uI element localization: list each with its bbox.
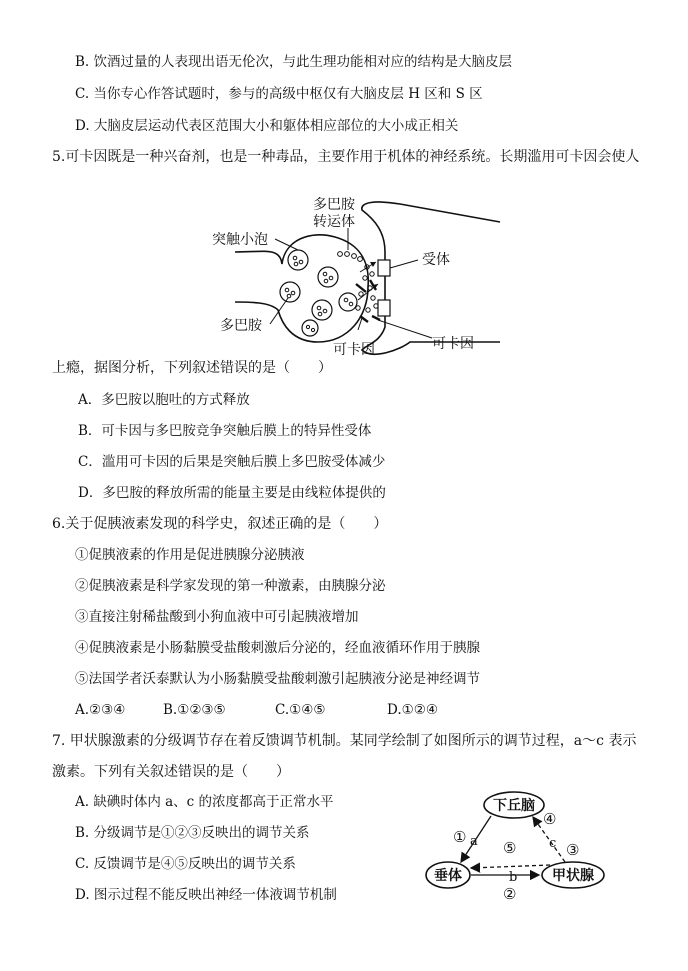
q7-option-c: C. 反馈调节是④⑤反映出的调节关系 bbox=[75, 856, 296, 872]
label-a: a bbox=[470, 834, 478, 849]
hormone-regulation-diagram bbox=[425, 787, 635, 907]
q6-choice-b: B.①②③⑤ bbox=[163, 702, 226, 718]
q4-option-b: B. 饮酒过量的人表现出语无伦次，与此生理功能相对应的结构是大脑皮层 bbox=[75, 54, 513, 70]
label-transporter-1: 多巴胺 bbox=[313, 197, 355, 213]
q6-choice-d: D.①②④ bbox=[387, 702, 438, 718]
synaptic-vesicle bbox=[302, 320, 318, 336]
label-n1: ① bbox=[453, 828, 467, 846]
q5-option-c: C．滥用可卡因的后果是突触后膜上多巴胺受体减少 bbox=[78, 454, 386, 470]
q6-stem: 6.关于促胰液素发现的科学史，叙述正确的是（ ） bbox=[52, 516, 388, 532]
q6-item-4: ④促胰液素是小肠黏膜受盐酸刺激后分泌的，经血液循环作用于胰腺 bbox=[75, 640, 480, 656]
q5-stem-part1: 5.可卡因既是一种兴奋剂，也是一种毒品，主要作用于机体的神经系统。长期滥用可卡因会使人 bbox=[52, 149, 640, 165]
label-pituitary: 垂体 bbox=[434, 868, 462, 884]
q7-option-d: D. 图示过程不能反映出神经一体液调节机制 bbox=[75, 887, 337, 903]
label-n2: ② bbox=[503, 885, 517, 903]
label-dopamine: 多巴胺 bbox=[220, 318, 262, 334]
q4-option-d: D. 大脑皮层运动代表区范围大小和躯体相应部位的大小成正相关 bbox=[75, 118, 459, 134]
q4-option-c: C. 当你专心作答试题时，参与的高级中枢仅有大脑皮层 H 区和 S 区 bbox=[75, 86, 483, 102]
q5-option-a: A．多巴胺以胞吐的方式释放 bbox=[78, 392, 250, 408]
q5-option-d: D．多巴胺的释放所需的能量主要是由线粒体提供的 bbox=[78, 485, 386, 501]
label-b: b bbox=[509, 870, 518, 885]
receptor bbox=[378, 260, 390, 276]
label-n4: ④ bbox=[543, 810, 557, 828]
q7-stem-part2: 激素。下列有关叙述错误的是（ ） bbox=[52, 764, 290, 780]
label-cocaine-left: 可卡因 bbox=[333, 342, 375, 358]
synaptic-vesicle bbox=[318, 267, 338, 287]
postsynaptic-membrane bbox=[362, 202, 500, 354]
synaptic-vesicle bbox=[288, 250, 308, 270]
q5-stem-part2: 上瘾，据图分析，下列叙述错误的是（ ） bbox=[52, 360, 332, 376]
label-thyroid: 甲状腺 bbox=[552, 868, 594, 884]
q6-choice-a: A.②③④ bbox=[75, 702, 126, 718]
synapse-figure bbox=[210, 192, 510, 362]
label-n5: ⑤ bbox=[503, 839, 517, 857]
label-c: c bbox=[549, 836, 557, 851]
synaptic-vesicle bbox=[280, 282, 300, 302]
q7-stem-part1: 7. 甲状腺激素的分级调节存在着反馈调节机制。某同学绘制了如图所示的调节过程，a～c 表示 bbox=[52, 733, 637, 749]
q6-item-3: ③直接注射稀盐酸到小狗血液中可引起胰液增加 bbox=[75, 609, 359, 625]
q6-item-1: ①促胰液素的作用是促进胰腺分泌胰液 bbox=[75, 547, 305, 563]
q7-option-a: A. 缺碘时体内 a、c 的浓度都高于正常水平 bbox=[75, 794, 334, 810]
synaptic-vesicle bbox=[339, 293, 357, 311]
receptor bbox=[378, 300, 390, 316]
label-vesicle: 突触小泡 bbox=[212, 232, 268, 248]
q5-option-b: B．可卡因与多巴胺竞争突触后膜上的特异性受体 bbox=[78, 423, 372, 439]
q6-item-5: ⑤法国学者沃泰默认为小肠黏膜受盐酸刺激引起胰液分泌是神经调节 bbox=[75, 671, 480, 687]
label-receptor: 受体 bbox=[422, 252, 450, 268]
label-cocaine-right: 可卡因 bbox=[432, 336, 474, 352]
label-n3: ③ bbox=[566, 841, 580, 859]
label-hypothalamus: 下丘脑 bbox=[493, 798, 535, 814]
q7-option-b: B. 分级调节是①②③反映出的调节关系 bbox=[75, 825, 310, 841]
q6-choice-c: C.①④⑤ bbox=[275, 702, 326, 718]
label-transporter-2: 转运体 bbox=[313, 214, 355, 230]
q6-item-2: ②促胰液素是科学家发现的第一种激素，由胰腺分泌 bbox=[75, 578, 386, 594]
synaptic-vesicle bbox=[312, 300, 332, 320]
